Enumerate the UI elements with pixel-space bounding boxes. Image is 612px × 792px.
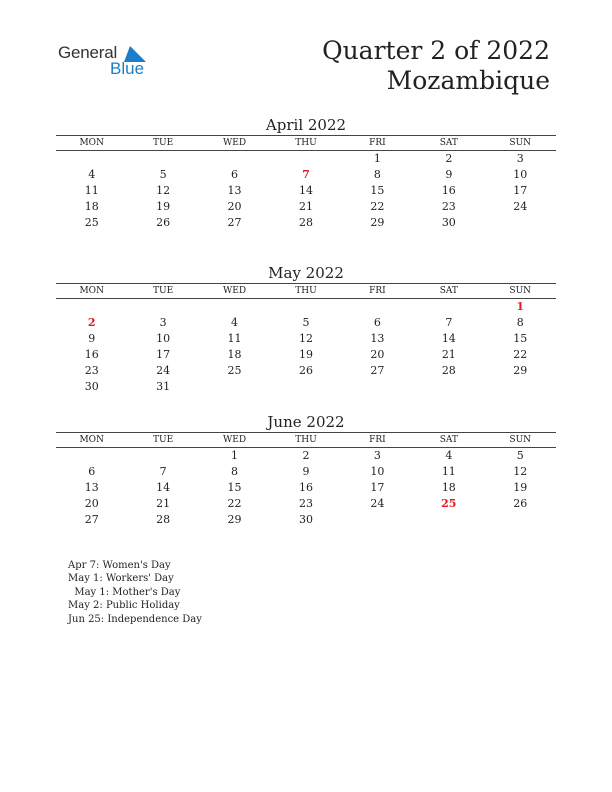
day-cell xyxy=(127,448,198,464)
holiday-day-cell: 2 xyxy=(87,316,96,329)
weekday-label: FRI xyxy=(369,286,386,296)
day-cell: 29 xyxy=(227,513,242,526)
day-cell xyxy=(199,379,270,395)
day-cell: 22 xyxy=(227,497,242,510)
weekday-label: SUN xyxy=(509,286,532,296)
day-cell xyxy=(56,151,127,167)
week-row xyxy=(56,379,556,395)
month-calendar xyxy=(56,116,556,231)
day-cell xyxy=(413,512,484,528)
weekday-label: SAT xyxy=(439,138,458,148)
week-row xyxy=(56,496,556,512)
month-title: May 2022 xyxy=(268,264,344,282)
day-cell xyxy=(342,299,413,315)
day-cell: 27 xyxy=(84,513,99,526)
day-cell: 11 xyxy=(84,184,99,197)
day-cell: 13 xyxy=(227,184,242,197)
holiday-note: May 1: Mother's Day xyxy=(68,586,181,598)
day-cell: 13 xyxy=(370,332,385,345)
weekday-header xyxy=(56,135,556,151)
weekday-header xyxy=(56,432,556,448)
day-cell: 19 xyxy=(156,200,171,213)
day-cell: 7 xyxy=(445,316,453,329)
page-title: Quarter 2 of 2022 xyxy=(322,36,550,65)
weekday-label: TUE xyxy=(153,435,174,445)
day-cell: 12 xyxy=(298,332,313,345)
day-cell: 17 xyxy=(513,184,528,197)
day-cell: 11 xyxy=(441,465,456,478)
weekday-label: THU xyxy=(295,286,317,296)
day-cell: 26 xyxy=(513,497,528,510)
day-cell: 5 xyxy=(516,449,524,462)
day-cell: 20 xyxy=(84,497,99,510)
week-row xyxy=(56,363,556,379)
weekday-label: TUE xyxy=(153,138,174,148)
day-cell: 18 xyxy=(84,200,99,213)
day-cell xyxy=(270,299,341,315)
day-cell: 11 xyxy=(227,332,242,345)
day-cell: 12 xyxy=(156,184,171,197)
day-cell: 14 xyxy=(298,184,313,197)
logo-word-general: General xyxy=(58,43,118,62)
weekday-label: THU xyxy=(295,138,317,148)
weekday-label: WED xyxy=(223,286,247,296)
day-cell: 6 xyxy=(231,168,239,181)
day-cell: 3 xyxy=(373,449,381,462)
day-cell: 3 xyxy=(159,316,167,329)
week-row xyxy=(56,215,556,231)
day-cell: 14 xyxy=(156,481,171,494)
weekday-label: FRI xyxy=(369,138,386,148)
day-cell: 14 xyxy=(441,332,456,345)
day-cell: 1 xyxy=(373,152,381,165)
country-name: Mozambique xyxy=(386,66,550,95)
day-cell: 12 xyxy=(513,465,528,478)
day-cell: 23 xyxy=(298,497,313,510)
weekday-label: MON xyxy=(79,435,104,445)
holiday-note: May 2: Public Holiday xyxy=(68,600,180,612)
month-title: June 2022 xyxy=(267,413,345,431)
day-cell: 8 xyxy=(373,168,381,181)
day-cell: 15 xyxy=(513,332,528,345)
week-row xyxy=(56,512,556,528)
day-cell: 16 xyxy=(84,348,99,361)
day-cell: 27 xyxy=(227,216,242,229)
day-cell: 3 xyxy=(516,152,524,165)
day-cell: 10 xyxy=(370,465,385,478)
day-cell: 1 xyxy=(231,449,239,462)
day-cell: 21 xyxy=(441,348,456,361)
day-cell xyxy=(199,151,270,167)
day-cell: 20 xyxy=(227,200,242,213)
day-cell xyxy=(413,379,484,395)
day-cell: 15 xyxy=(227,481,242,494)
day-cell: 24 xyxy=(370,497,385,510)
day-cell xyxy=(485,379,556,395)
holiday-note: Apr 7: Women's Day xyxy=(68,560,171,571)
day-cell: 10 xyxy=(513,168,528,181)
day-cell: 26 xyxy=(156,216,171,229)
weekday-label: WED xyxy=(223,138,247,148)
day-cell: 23 xyxy=(441,200,456,213)
day-cell xyxy=(127,299,198,315)
week-row xyxy=(56,331,556,347)
day-cell: 6 xyxy=(373,316,381,329)
day-cell: 29 xyxy=(370,216,385,229)
weekday-label: SUN xyxy=(509,138,532,148)
weekday-label: MON xyxy=(79,138,104,148)
day-cell: 5 xyxy=(302,316,310,329)
week-row xyxy=(56,448,556,464)
weekday-label: TUE xyxy=(153,286,174,296)
day-cell: 9 xyxy=(445,168,453,181)
day-cell: 16 xyxy=(298,481,313,494)
weekday-label: THU xyxy=(295,435,317,445)
holiday-day-cell: 7 xyxy=(302,168,310,181)
day-cell: 30 xyxy=(84,380,99,393)
day-cell xyxy=(342,379,413,395)
day-cell xyxy=(270,151,341,167)
day-cell: 17 xyxy=(156,348,171,361)
day-cell: 25 xyxy=(227,364,242,377)
weekday-label: SUN xyxy=(509,435,532,445)
holiday-list xyxy=(68,559,202,626)
header xyxy=(322,36,550,96)
day-cell: 21 xyxy=(156,497,171,510)
week-row xyxy=(56,480,556,496)
day-cell: 27 xyxy=(370,364,385,377)
day-cell: 5 xyxy=(159,168,167,181)
day-cell: 7 xyxy=(159,465,167,478)
week-row xyxy=(56,151,556,167)
day-cell: 22 xyxy=(370,200,385,213)
week-row xyxy=(56,199,556,215)
day-cell: 4 xyxy=(231,316,239,329)
holiday-note: May 1: Workers' Day xyxy=(68,573,174,585)
day-cell xyxy=(342,512,413,528)
weekday-label: FRI xyxy=(369,435,386,445)
day-cell: 25 xyxy=(84,216,99,229)
day-cell: 18 xyxy=(441,481,456,494)
day-cell: 10 xyxy=(156,332,171,345)
day-cell: 6 xyxy=(88,465,96,478)
day-cell xyxy=(485,215,556,231)
day-cell: 2 xyxy=(445,152,453,165)
day-cell: 8 xyxy=(516,316,524,329)
logo-word-blue: Blue xyxy=(110,59,145,78)
day-cell: 21 xyxy=(298,200,313,213)
day-cell xyxy=(199,299,270,315)
day-cell: 23 xyxy=(84,364,99,377)
day-cell: 26 xyxy=(298,364,313,377)
day-cell: 29 xyxy=(513,364,528,377)
day-cell: 19 xyxy=(513,481,528,494)
day-cell: 24 xyxy=(156,364,171,377)
day-cell xyxy=(413,299,484,315)
day-cell xyxy=(270,379,341,395)
day-cell: 9 xyxy=(88,332,96,345)
day-cell: 28 xyxy=(298,216,313,229)
weekday-header xyxy=(56,283,556,299)
day-cell: 30 xyxy=(441,216,456,229)
logo xyxy=(58,43,158,79)
weekday-label: SAT xyxy=(439,286,458,296)
day-cell: 15 xyxy=(370,184,385,197)
day-cell: 28 xyxy=(156,513,171,526)
day-cell: 20 xyxy=(370,348,385,361)
day-cell: 9 xyxy=(302,465,310,478)
day-cell xyxy=(127,151,198,167)
day-cell: 28 xyxy=(441,364,456,377)
day-cell: 31 xyxy=(156,380,171,393)
holiday-day-cell: 1 xyxy=(516,300,525,313)
day-cell xyxy=(485,512,556,528)
month-title: April 2022 xyxy=(265,116,347,134)
weekday-label: SAT xyxy=(439,435,458,445)
weekday-label: MON xyxy=(79,286,104,296)
day-cell: 4 xyxy=(445,449,453,462)
day-cell: 13 xyxy=(84,481,99,494)
month-calendar xyxy=(56,413,556,528)
weekday-label: WED xyxy=(223,435,247,445)
day-cell: 24 xyxy=(513,200,528,213)
day-cell: 22 xyxy=(513,348,528,361)
day-cell: 30 xyxy=(298,513,313,526)
day-cell: 8 xyxy=(231,465,239,478)
day-cell: 18 xyxy=(227,348,242,361)
day-cell xyxy=(56,299,127,315)
day-cell: 2 xyxy=(302,449,310,462)
week-row xyxy=(56,167,556,183)
week-row xyxy=(56,183,556,199)
holiday-note: Jun 25: Independence Day xyxy=(68,613,202,625)
day-cell: 19 xyxy=(298,348,313,361)
week-row xyxy=(56,464,556,480)
day-cell: 17 xyxy=(370,481,385,494)
week-row xyxy=(56,299,556,315)
month-calendar xyxy=(56,264,556,395)
week-row xyxy=(56,347,556,363)
day-cell: 4 xyxy=(88,168,96,181)
week-row xyxy=(56,315,556,331)
day-cell xyxy=(56,448,127,464)
day-cell: 16 xyxy=(441,184,456,197)
holiday-day-cell: 25 xyxy=(441,497,457,510)
